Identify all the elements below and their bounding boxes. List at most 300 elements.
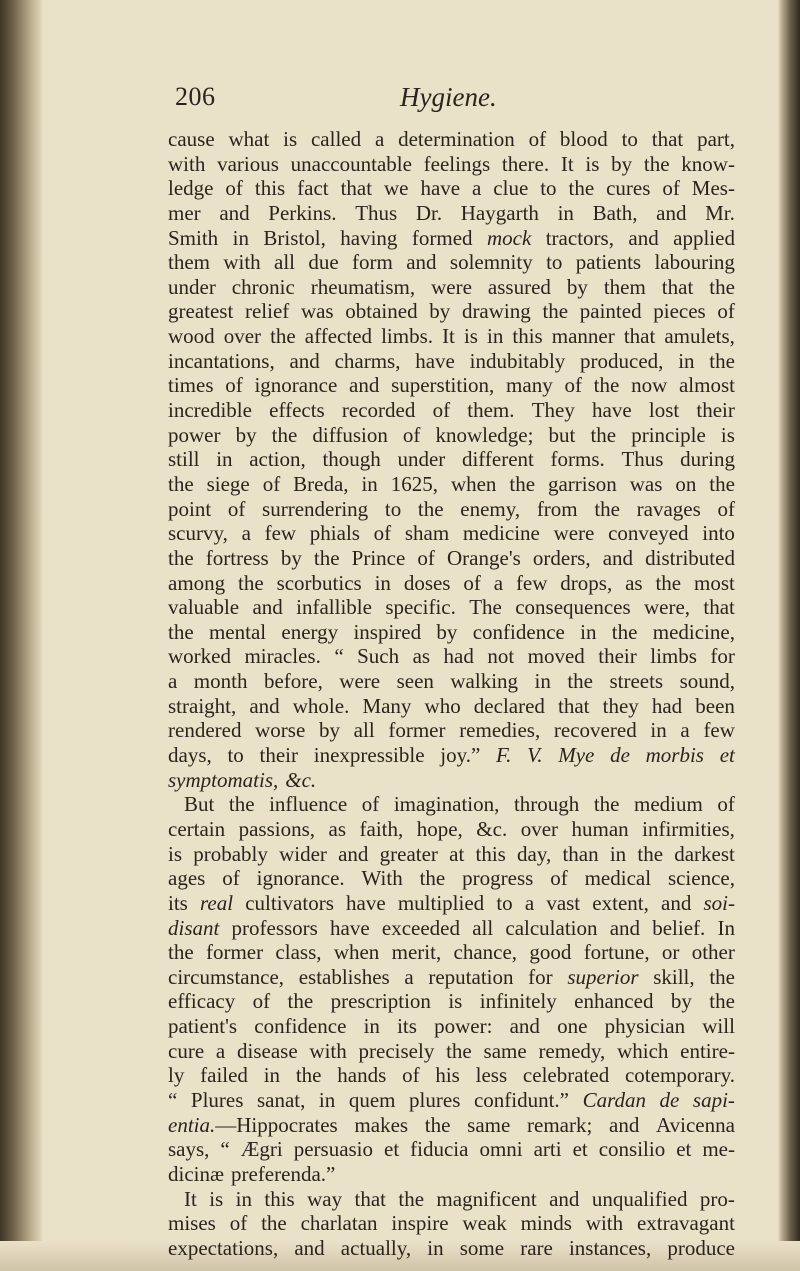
- word: &c.: [476, 816, 508, 841]
- word: limbs.: [381, 324, 434, 349]
- word: by: [611, 151, 633, 176]
- word: as: [625, 570, 643, 595]
- word: and: [628, 225, 659, 250]
- word: mises: [168, 1211, 216, 1236]
- word: scurvy,: [168, 521, 228, 546]
- text-line: [168, 965, 735, 990]
- word: power: [168, 422, 221, 447]
- text-line: [168, 768, 735, 793]
- word: a: [493, 570, 504, 595]
- word: They: [531, 398, 575, 423]
- word: infinitely: [479, 989, 557, 1014]
- word: them: [168, 250, 210, 275]
- word: the: [419, 866, 446, 891]
- word: many: [506, 373, 553, 398]
- word: now: [631, 373, 668, 398]
- word: Mye: [558, 743, 595, 768]
- word: medical: [584, 866, 652, 891]
- word: failed: [200, 1063, 248, 1088]
- page-number: 206: [175, 82, 216, 111]
- word: actually,: [340, 1235, 412, 1260]
- word: is: [448, 989, 463, 1014]
- word: greater: [379, 841, 438, 866]
- word: of: [417, 545, 435, 570]
- word: cause: [168, 127, 215, 151]
- word: among: [168, 570, 226, 595]
- word: confidunt.”: [473, 1087, 569, 1112]
- word: have: [592, 398, 632, 423]
- word: tractors,: [545, 225, 614, 250]
- word: garrison: [547, 471, 617, 496]
- word: Plures: [190, 1087, 244, 1112]
- word: says,: [168, 1137, 210, 1162]
- word: surrendering: [262, 496, 369, 521]
- word: in: [374, 570, 391, 595]
- word: in: [235, 1186, 252, 1211]
- word: the: [287, 989, 314, 1014]
- word: inexpressible: [313, 743, 425, 768]
- word: of: [225, 176, 243, 201]
- word: Prince: [351, 545, 406, 570]
- word: there.: [501, 151, 550, 176]
- page-header: [175, 82, 735, 122]
- word: good: [529, 940, 572, 965]
- word: that: [661, 274, 694, 299]
- word: the: [424, 1112, 451, 1137]
- word: affected: [304, 324, 373, 349]
- word: on: [675, 471, 697, 496]
- text-line: [168, 1236, 735, 1261]
- word: by: [318, 718, 340, 743]
- word: part,: [697, 127, 735, 151]
- word: pro-: [699, 1186, 735, 1211]
- word: disant: [168, 915, 220, 940]
- word: some: [459, 1235, 505, 1260]
- word: confidence: [254, 1014, 347, 1039]
- word: under: [397, 447, 446, 472]
- word: ledge: [168, 176, 214, 201]
- word: the: [509, 471, 536, 496]
- word: a: [472, 176, 482, 201]
- text-line: [168, 1039, 735, 1064]
- word: cure: [168, 1038, 205, 1063]
- word: was: [300, 299, 334, 324]
- word: of: [662, 176, 680, 201]
- word: less: [475, 1063, 508, 1088]
- word: the: [590, 422, 617, 447]
- word: were: [431, 274, 472, 299]
- word: multiplied: [397, 890, 485, 915]
- word: wood: [168, 324, 215, 349]
- word: manner: [551, 324, 615, 349]
- word: principle: [631, 422, 706, 447]
- word: formed: [411, 225, 473, 250]
- word: of: [550, 866, 568, 891]
- word: entire-: [680, 1038, 735, 1063]
- word: lost: [648, 398, 680, 423]
- word: makes: [354, 1112, 409, 1137]
- text-line: [168, 817, 735, 842]
- word: month: [193, 669, 248, 694]
- word: chance,: [453, 940, 518, 965]
- word: to: [227, 743, 244, 768]
- text-line: [168, 571, 735, 596]
- word: entia.: [168, 1112, 216, 1137]
- word: recovered: [553, 718, 637, 743]
- word: as: [412, 644, 431, 669]
- word: of: [717, 299, 735, 324]
- word: prescription: [330, 989, 431, 1014]
- word: or: [661, 940, 680, 965]
- word: et: [676, 1137, 692, 1162]
- word: ravages: [636, 496, 701, 521]
- word: infirmities,: [642, 816, 735, 841]
- word: and: [252, 595, 283, 620]
- word: over: [520, 816, 559, 841]
- word: that: [354, 1186, 386, 1211]
- word: drops,: [560, 570, 613, 595]
- word: passions,: [238, 816, 316, 841]
- word: the: [446, 1038, 472, 1063]
- word: determination: [398, 127, 515, 151]
- word: imagination,: [393, 792, 500, 817]
- word: incredible: [168, 398, 252, 423]
- word: of: [222, 866, 240, 891]
- text-line: [168, 1113, 735, 1138]
- word: the: [593, 373, 620, 398]
- word: hope,: [416, 816, 463, 841]
- word: of: [564, 373, 582, 398]
- word: ignorance.: [256, 866, 345, 891]
- word: for: [710, 644, 735, 669]
- word: and: [609, 1112, 640, 1137]
- text-line: [168, 521, 735, 546]
- word: the: [271, 422, 298, 447]
- word: Haygarth: [460, 200, 539, 225]
- word: mental: [208, 619, 267, 644]
- text-line: [168, 546, 735, 571]
- word: et: [719, 743, 735, 768]
- word: morbis: [645, 743, 704, 768]
- word: enhanced: [574, 989, 654, 1014]
- word: almost: [678, 373, 735, 398]
- word: the: [313, 545, 340, 570]
- word: faith,: [359, 816, 404, 841]
- word: et: [384, 1137, 400, 1162]
- word: sanat,: [256, 1087, 306, 1112]
- text-line: [168, 940, 735, 965]
- word: in: [678, 348, 695, 373]
- word: sham: [404, 521, 450, 546]
- word: professors: [231, 915, 318, 940]
- text-line: [168, 201, 735, 226]
- word: unaccountable: [290, 151, 412, 176]
- word: called: [310, 127, 362, 151]
- word: of: [229, 1211, 248, 1236]
- word: their: [259, 743, 299, 768]
- word: physician: [604, 1014, 686, 1039]
- word: sapi-: [692, 1087, 735, 1112]
- word: de: [659, 1087, 680, 1112]
- word: in: [580, 619, 597, 644]
- word: patients: [575, 250, 642, 275]
- word: fortress: [205, 545, 269, 570]
- word: streets: [609, 669, 664, 694]
- text-line: [168, 866, 735, 891]
- word: plures: [409, 1087, 461, 1112]
- word: its: [168, 890, 188, 915]
- word: F.: [496, 743, 512, 768]
- word: magnificent: [436, 1186, 537, 1211]
- word: preferenda.”: [231, 1161, 336, 1186]
- word: to: [540, 176, 557, 201]
- word: weak: [462, 1211, 507, 1236]
- word: remedies,: [459, 718, 541, 743]
- word: produced,: [580, 348, 664, 373]
- word: conveyed: [608, 521, 689, 546]
- text-line: [168, 694, 735, 719]
- word: is: [585, 151, 600, 176]
- word: in: [216, 447, 233, 472]
- word: “: [334, 644, 344, 669]
- word: fortune,: [583, 940, 650, 965]
- word: the: [567, 669, 593, 694]
- word: expectations,: [168, 1235, 279, 1260]
- book-binding-shadow: [0, 0, 42, 1271]
- text-line: [168, 250, 735, 275]
- word: a: [374, 127, 385, 151]
- word: chronic: [231, 274, 295, 299]
- word: inspire: [391, 1211, 449, 1236]
- word: moved: [527, 644, 585, 669]
- word: the: [542, 299, 569, 324]
- word: efficacy: [168, 989, 236, 1014]
- word: at: [449, 841, 465, 866]
- word: phials: [309, 521, 360, 546]
- word: that: [703, 595, 735, 620]
- word: forms.: [550, 447, 605, 472]
- word: have: [420, 176, 461, 201]
- word: with: [223, 250, 261, 275]
- word: Ægri: [240, 1137, 283, 1162]
- word: dicinæ: [168, 1161, 224, 1186]
- word: the: [643, 151, 670, 176]
- word: patient's: [168, 1014, 238, 1039]
- word: still: [168, 447, 200, 472]
- text-line: [168, 1162, 735, 1187]
- word: valuable: [168, 595, 240, 620]
- word: and: [406, 250, 437, 275]
- word: the: [238, 570, 264, 595]
- word: of: [528, 127, 547, 151]
- word: in: [609, 841, 627, 866]
- word: one: [557, 1014, 588, 1039]
- word: But: [184, 792, 215, 817]
- word: disease: [237, 1038, 298, 1063]
- word: to: [621, 127, 638, 151]
- word: With: [361, 866, 403, 891]
- word: had: [651, 693, 683, 718]
- word: not: [487, 644, 515, 669]
- word: a: [215, 1038, 226, 1063]
- word: the: [295, 1063, 322, 1088]
- word: Bristol,: [263, 225, 326, 250]
- word: all: [274, 250, 296, 275]
- word: incantations,: [168, 348, 275, 373]
- word: and: [249, 693, 280, 718]
- word: specific.: [385, 595, 456, 620]
- word: probably: [193, 841, 268, 866]
- word: when: [333, 940, 380, 965]
- word: walking: [450, 669, 519, 694]
- word: power:: [434, 1014, 493, 1039]
- word: know-: [681, 151, 735, 176]
- word: unqualified: [591, 1186, 688, 1211]
- word: fiducia: [410, 1137, 469, 1162]
- word: fact: [297, 176, 329, 201]
- page-edge-shadow: [778, 0, 800, 1271]
- word: Mes-: [691, 176, 735, 201]
- word: all: [472, 915, 494, 940]
- word: influence: [269, 792, 348, 817]
- word: mer: [168, 200, 201, 225]
- word: of: [717, 496, 735, 521]
- word: belief.: [652, 915, 706, 940]
- word: amulets,: [664, 324, 735, 349]
- word: in: [232, 225, 249, 250]
- text-line: [168, 989, 735, 1014]
- word: is: [209, 1186, 224, 1211]
- text-line: [168, 127, 735, 152]
- word: who: [424, 693, 461, 718]
- word: former: [205, 940, 264, 965]
- word: their: [696, 398, 735, 423]
- word: feelings: [423, 151, 491, 176]
- word: and: [349, 373, 380, 398]
- word: cotemporary.: [624, 1063, 735, 1088]
- word: rheumatism,: [310, 274, 416, 299]
- word: but: [548, 422, 576, 447]
- word: ly: [168, 1063, 185, 1088]
- word: labouring: [654, 250, 735, 275]
- word: had: [443, 644, 474, 669]
- word: orders,: [532, 545, 591, 570]
- word: having: [340, 225, 398, 250]
- word: the: [709, 964, 735, 989]
- word: is: [463, 324, 478, 349]
- word: ignorance: [254, 373, 338, 398]
- word: of: [252, 989, 271, 1014]
- word: Bath,: [592, 200, 638, 225]
- text-line: [168, 1187, 735, 1212]
- word: of: [432, 398, 451, 423]
- word: is: [168, 841, 183, 866]
- word: soi-: [703, 890, 735, 915]
- word: the: [709, 989, 735, 1014]
- word: in: [487, 324, 504, 349]
- word: confidence: [472, 619, 565, 644]
- word: the: [709, 471, 735, 496]
- word: clue: [493, 176, 529, 201]
- word: greatest: [168, 299, 234, 324]
- word: remark;: [527, 1112, 593, 1137]
- word: It: [560, 151, 574, 176]
- word: to: [496, 890, 513, 915]
- word: by: [429, 299, 451, 324]
- word: most: [694, 570, 735, 595]
- word: quem: [348, 1087, 396, 1112]
- word: wider: [279, 841, 327, 866]
- word: mock: [486, 225, 532, 250]
- word: they: [602, 693, 639, 718]
- word: joy.”: [440, 743, 481, 768]
- word: siege: [206, 471, 250, 496]
- word: and: [219, 200, 250, 225]
- word: Many: [362, 693, 412, 718]
- word: that: [340, 176, 373, 201]
- word: vast: [546, 890, 581, 915]
- word: human: [571, 816, 629, 841]
- text-line: [168, 669, 735, 694]
- word: the: [168, 471, 194, 496]
- word: seen: [396, 669, 434, 694]
- word: charms,: [334, 348, 401, 373]
- word: pieces: [653, 299, 706, 324]
- word: when: [450, 471, 497, 496]
- word: times: [168, 373, 214, 398]
- text-line: [168, 1088, 735, 1113]
- word: hands: [337, 1063, 387, 1088]
- word: in: [557, 200, 574, 225]
- word: de: [610, 743, 630, 768]
- word: and: [661, 890, 692, 915]
- word: drawing: [461, 299, 531, 324]
- word: which: [617, 1038, 669, 1063]
- word: and: [294, 1235, 325, 1260]
- word: extent,: [592, 890, 649, 915]
- word: Orange's: [447, 545, 521, 570]
- word: with: [168, 151, 206, 176]
- word: day,: [517, 841, 552, 866]
- word: Avicenna: [656, 1112, 735, 1137]
- word: Thus: [355, 200, 398, 225]
- word: to: [384, 496, 402, 521]
- word: rendered: [168, 718, 242, 743]
- text-line: [168, 497, 735, 522]
- word: what: [228, 127, 270, 151]
- text-line: [168, 226, 735, 251]
- word: before,: [263, 669, 323, 694]
- word: a: [168, 669, 178, 694]
- word: 1625,: [390, 471, 438, 496]
- word: whole.: [292, 693, 350, 718]
- word: few: [515, 570, 548, 595]
- word: me-: [702, 1137, 735, 1162]
- text-line: [168, 176, 735, 201]
- word: days,: [168, 743, 212, 768]
- text-line: [168, 324, 735, 349]
- word: produce: [667, 1235, 735, 1260]
- word: in: [650, 718, 667, 743]
- word: the: [593, 792, 620, 817]
- word: the: [594, 496, 620, 521]
- word: the: [168, 619, 194, 644]
- word: and: [338, 841, 369, 866]
- text-line: [168, 472, 735, 497]
- word: real: [200, 890, 234, 915]
- word: celebrated: [522, 1063, 610, 1088]
- word: though: [322, 447, 381, 472]
